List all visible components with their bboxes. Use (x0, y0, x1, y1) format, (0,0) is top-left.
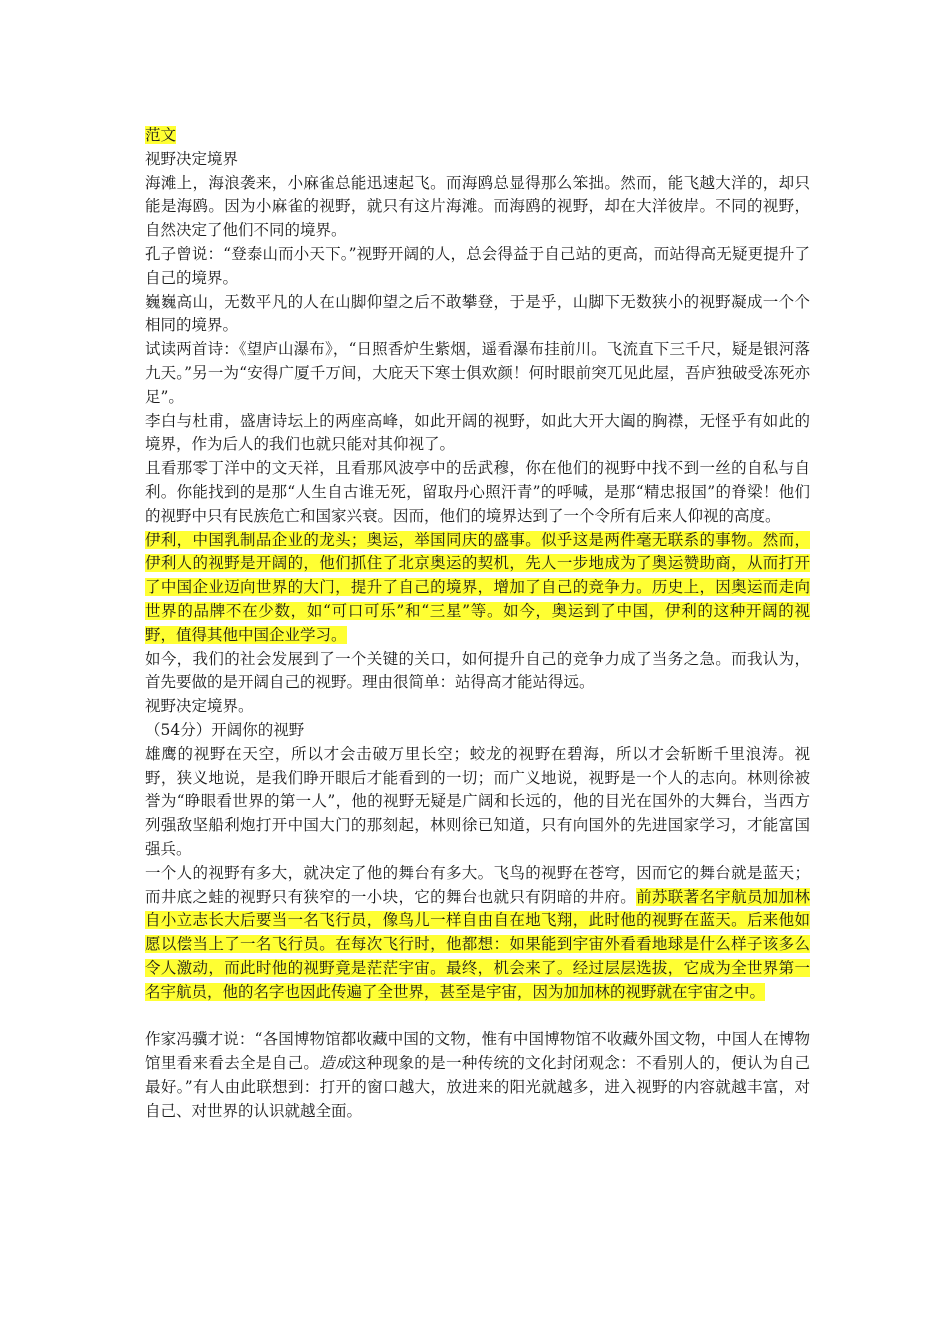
document-body (145, 124, 810, 1123)
paragraph (145, 743, 810, 862)
paragraph-text: 视野决定境界。 (145, 697, 254, 716)
paragraph (145, 148, 810, 172)
highlighted-text: 前苏联著名宇航员加加林自小立志长大后要当一名飞行员，像鸟儿一样自由自在地飞翔，此时他的视野在蓝天。后来他如愿以偿当上了一名飞行员。在每次飞行时，他都想：如果能到宇宙外看看地球是什么样子该多么令人激动，而此时他的视野竟是茫茫宇宙。最终，机会来了。经过层层选拔，它成为全世界第一名宇航员，他的名字也因此传遍了全世界，甚至是宇宙，因为加加林的视野就在宇宙之中。 (145, 887, 810, 1001)
paragraph-text: 如今，我们的社会发展到了一个关键的关口，如何提升自己的竞争力成了当务之急。而我认为，首先要做的是开阔自己的视野。理由很简单：站得高才能站得远。 (145, 649, 810, 692)
paragraph (145, 243, 810, 291)
paragraph-text: 且看那零丁洋中的文天祥，且看那风波亭中的岳武穆，你在他们的视野中找不到一丝的自私与自利。你能找到的是那“人生自古谁无死，留取丹心照汗青”的呼喊，是那“精忠报国”的脊梁！他们的视野中只有民族危亡和国家兴衰。因而，他们的境界达到了一个令所有后来人仰视的高度。 (145, 459, 810, 525)
paragraph (145, 457, 810, 528)
paragraph-text: 作家冯骥才说：“各国博物馆都收藏中国的文物，惟有中国博物馆不收藏外国文物，中国人在博物馆里看来看去全是自己。 (145, 1030, 810, 1073)
paragraph-text: （54分）开阔你的视野 (145, 720, 305, 739)
paragraph-text: 巍巍高山，无数平凡的人在山脚仰望之后不敢攀登，于是乎，山脚下无数狭小的视野凝成一个个相同的境界。 (145, 292, 810, 335)
paragraph-text: 这种现象的是一种传统的文化封闭观念：不看别人的，便认为自己最好。”有人由此联想到：打开的窗口越大，放进来的阳光就越多，进入视野的内容就越丰富，对自己、对世界的认识就越全面。 (145, 1054, 810, 1120)
paragraph (145, 648, 810, 696)
paragraph (145, 291, 810, 339)
paragraph (145, 695, 810, 719)
paragraph (145, 529, 810, 648)
paragraph-text: 雄鹰的视野在天空，所以才会击破万里长空；蛟龙的视野在碧海，所以才会斩断千里浪涛。视野，狭义地说，是我们睁开眼后才能看到的一切；而广义地说，视野是一个人的志向。林则徐被誉为“睁眼看世界的第一人”，他的视野无疑是广阔和长远的，他的目光在国外的大舞台，当西方列强敌坚船利炮打开中国大门的那刻起，林则徐已知道，只有向国外的先进国家学习，才能富国强兵。 (145, 744, 810, 858)
paragraph-text: 孔子曾说：“登泰山而小天下。”视野开阔的人，总会得益于自己站的更高，而站得高无疑更提升了自己的境界。 (145, 244, 810, 287)
paragraph (145, 1028, 810, 1123)
paragraph (145, 338, 810, 409)
document-heading (145, 124, 810, 148)
paragraph-text: 一个人的视野有多大，就决定了他的舞台有多大。飞鸟的视野在苍穹，因而它的舞台就是蓝天；而井底之蛙的视野只有狭窄的一小块，它的舞台也就只有阴暗的井府。 (145, 863, 810, 906)
highlighted-text: 伊利，中国乳制品企业的龙头；奥运，举国同庆的盛事。似乎这是两件毫无联系的事物。然而，伊利人的视野是开阔的，他们抓住了北京奥运的契机，先人一步地成为了奥运赞助商，从而打开了中国企业迈向世界的大门，提升了自己的境界，增加了自己的竞争力。历史上，因奥运而走向世界的品牌不在少数，如“可口可乐”和“三星”等。如今，奥运到了中国，伊利的这种开阔的视野，值得其他中国企业学习。 (145, 530, 810, 644)
paragraph-text: 李白与杜甫，盛唐诗坛上的两座高峰，如此开阔的视野，如此大开大阖的胸襟，无怪乎有如此的境界，作为后人的我们也就只能对其仰视了。 (145, 411, 810, 454)
paragraph (145, 172, 810, 243)
blank-line (145, 1004, 810, 1028)
paragraph-text: 试读两首诗：《望庐山瀑布》，“日照香炉生紫烟，遥看瀑布挂前川。飞流直下三千尺，疑是银河落九天。”另一为“安得广厦千万间，大庇天下寒士俱欢颜！何时眼前突兀见此屋，吾庐独破受冻死亦足”。 (145, 340, 810, 406)
paragraph (145, 410, 810, 458)
paragraph-italic-text: 造成 (319, 1054, 351, 1073)
paragraph-text: 海滩上，海浪袭来，小麻雀总能迅速起飞。而海鸥总显得那么笨拙。然而，能飞越大洋的，却只能是海鸥。因为小麻雀的视野，就只有这片海滩。而海鸥的视野，却在大洋彼岸。不同的视野，自然决定了他们不同的境界。 (145, 173, 810, 240)
heading-highlight: 范文 (145, 126, 177, 144)
paragraph-text: 视野决定境界 (145, 149, 239, 168)
paragraph (145, 862, 810, 1005)
paragraph (145, 719, 810, 743)
